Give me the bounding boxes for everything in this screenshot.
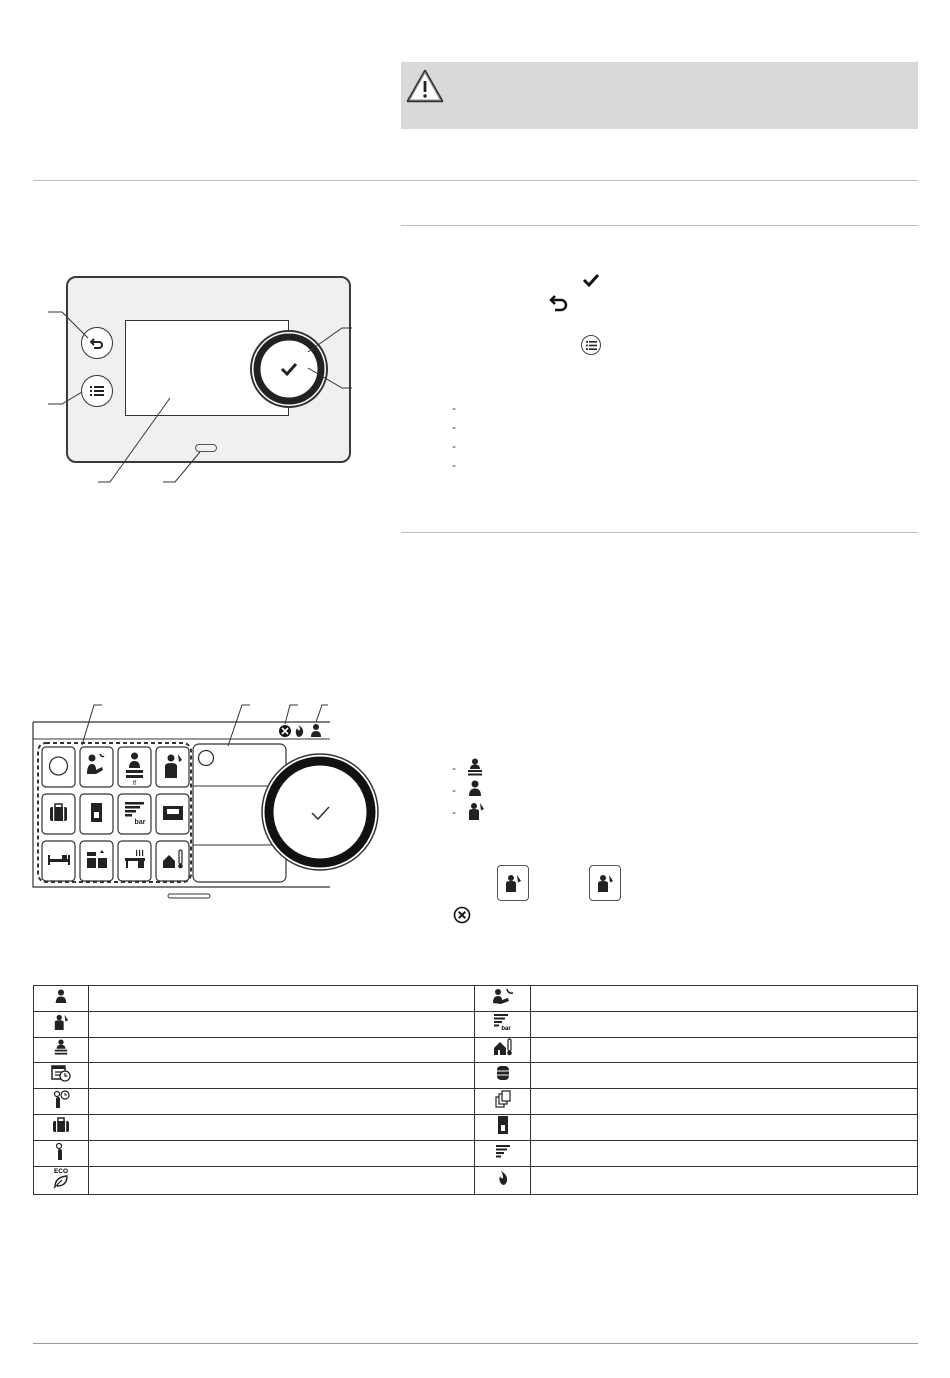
legend-icon-cell xyxy=(475,1140,531,1166)
table-row xyxy=(34,1166,918,1194)
bullet-marker: - xyxy=(452,805,456,819)
legend-icon-cell xyxy=(34,1011,89,1037)
bullet-marker: - xyxy=(452,439,456,453)
fault-x-icon xyxy=(453,906,471,924)
legend-description-cell xyxy=(88,1089,475,1115)
legend-description-cell xyxy=(88,1114,475,1140)
heating-person-icon xyxy=(53,1039,69,1055)
table-row xyxy=(34,1011,918,1037)
flame-icon xyxy=(296,725,303,737)
fault-x-icon xyxy=(279,725,291,737)
bullet-marker: - xyxy=(452,420,456,434)
installer-tile-button[interactable] xyxy=(497,865,529,901)
boiler-icon xyxy=(498,1116,508,1134)
table-row xyxy=(34,1140,918,1166)
pressure-bar-icon xyxy=(493,1013,513,1031)
legend-description-cell xyxy=(531,1089,918,1115)
legend-icon-cell xyxy=(34,1114,89,1140)
person-phone-icon xyxy=(492,988,514,1004)
cascade-units-icon xyxy=(495,1090,511,1108)
legend-description-cell xyxy=(531,1011,918,1037)
legend-icon-cell xyxy=(34,986,89,1012)
warning-box xyxy=(401,62,918,129)
svg-text:bar: bar xyxy=(501,1025,511,1031)
legend-icon-cell xyxy=(34,1089,89,1115)
bullet-marker: - xyxy=(452,761,456,775)
callout-lines xyxy=(30,300,370,490)
table-row xyxy=(34,986,918,1012)
table-row xyxy=(34,1114,918,1140)
icon-legend-table xyxy=(33,985,918,1195)
sofa-icon xyxy=(163,806,183,820)
pressure-bars-icon xyxy=(495,1144,511,1158)
legend-icon-cell xyxy=(475,1011,531,1037)
table-row xyxy=(34,1089,918,1115)
subsection-divider xyxy=(401,225,918,226)
house-thermometer-icon xyxy=(493,1038,513,1056)
section-divider xyxy=(33,180,918,181)
legend-icon-cell xyxy=(475,1037,531,1063)
subsection-divider xyxy=(401,532,918,533)
legend-description-cell xyxy=(88,986,475,1012)
back-arrow-icon xyxy=(549,294,569,312)
legend-icon-cell xyxy=(34,1037,89,1063)
legend-description-cell xyxy=(531,1063,918,1089)
installer-tile-button[interactable] xyxy=(589,865,621,901)
installer-wrench-icon xyxy=(53,1014,69,1030)
legend-icon-cell xyxy=(475,1166,531,1194)
person-icon xyxy=(54,989,68,1003)
warning-triangle-icon xyxy=(405,68,445,104)
table-row xyxy=(34,1063,918,1089)
circle-icon xyxy=(50,757,68,775)
svg-text:ECO: ECO xyxy=(53,1167,69,1175)
legend-description-cell xyxy=(88,1011,475,1037)
installer-wrench-icon xyxy=(467,802,485,820)
legend-description-cell xyxy=(88,1166,475,1194)
eco-leaf-icon xyxy=(51,1167,71,1189)
svg-text:bar: bar xyxy=(134,819,146,826)
person-icon xyxy=(311,724,321,737)
tile-kitchen xyxy=(80,841,113,881)
bullet-marker: - xyxy=(452,458,456,472)
legend-description-cell xyxy=(88,1140,475,1166)
person-icon xyxy=(468,780,482,796)
boiler-icon xyxy=(91,803,102,822)
legend-icon-cell xyxy=(34,1063,89,1089)
table-row xyxy=(34,1037,918,1063)
tile-pressure xyxy=(118,794,151,834)
hand-touch-icon xyxy=(55,1142,67,1160)
confirm-dial xyxy=(262,754,378,870)
legend-icon-cell xyxy=(475,1114,531,1140)
heating-person-icon xyxy=(466,758,484,776)
svg-text:ff: ff xyxy=(132,781,137,787)
menu-list-icon xyxy=(586,341,597,350)
legend-description-cell xyxy=(88,1063,475,1089)
legend-icon-cell xyxy=(475,986,531,1012)
cylinder-icon xyxy=(496,1064,510,1082)
legend-description-cell xyxy=(531,1140,918,1166)
menu-button-inline xyxy=(581,335,601,355)
legend-icon-cell xyxy=(475,1063,531,1089)
suitcase-icon xyxy=(52,1117,70,1133)
installer-wrench-icon xyxy=(596,874,614,892)
legend-description-cell xyxy=(531,986,918,1012)
legend-description-cell xyxy=(531,1114,918,1140)
legend-icon-cell xyxy=(475,1089,531,1115)
bullet-marker: - xyxy=(452,401,456,415)
hand-timer-icon xyxy=(52,1090,70,1108)
bullet-marker: - xyxy=(452,783,456,797)
legend-icon-cell xyxy=(34,1166,89,1194)
checkmark-icon xyxy=(581,272,601,288)
calendar-clock-icon xyxy=(51,1064,71,1082)
legend-description-cell xyxy=(531,1166,918,1194)
installer-wrench-icon xyxy=(504,874,522,892)
legend-description-cell xyxy=(531,1037,918,1063)
legend-icon-cell xyxy=(34,1140,89,1166)
tile-person-phone xyxy=(80,747,113,787)
footer-divider xyxy=(33,1343,918,1344)
legend-description-cell xyxy=(88,1037,475,1063)
flame-icon xyxy=(497,1170,509,1186)
display-screen-illustration xyxy=(30,700,390,900)
